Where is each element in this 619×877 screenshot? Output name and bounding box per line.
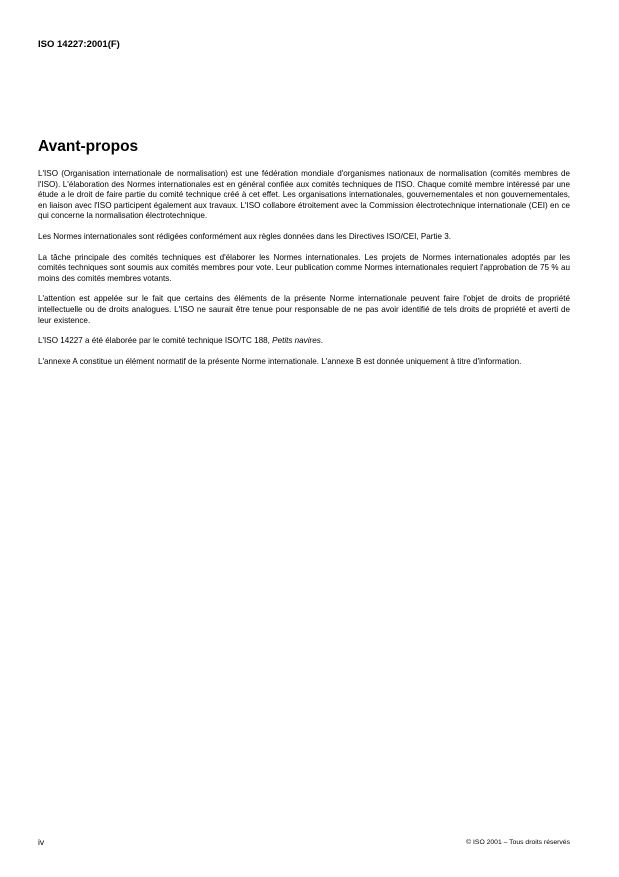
foreword-body	[38, 169, 570, 377]
paragraph-patent-rights: L'attention est appelée sur le fait que certains des éléments de la présente Norme internationale peuvent faire l'objet de droits de propriété intellectuelle ou de droits analogues. L'ISO ne saurait être tenue pour responsable de ne pas avoir identifié de tels droits de propriété et averti de leur existence.	[38, 294, 570, 325]
document-reference: ISO 14227:2001(F)	[38, 39, 120, 50]
page-number: iv	[38, 837, 45, 847]
copyright-notice: © ISO 2001 – Tous droits réservés	[466, 839, 570, 846]
paragraph-iso-organisation: L'ISO (Organisation internationale de normalisation) est une fédération mondiale d'organismes nationaux de normalisation (comités membres de l'ISO). L'élaboration des Normes internationales est en général confiée aux comités techniques de l'ISO. Chaque comité membre intéressé par une étude a le droit de faire partie du comité technique créé à cet effet. Les organisations internationales, gouvernementales et non gouvernementales, en liaison avec l'ISO participent également aux travaux. L'ISO collabore étroitement avec la Commission électrotechnique internationale (CEI) en ce qui concerne la normalisation électrotechnique.	[38, 169, 570, 221]
paragraph-technical-committees: La tâche principale des comités techniques est d'élaborer les Normes internationales. Les projets de Normes internationales adoptés par les comités techniques sont soumis aux comités membres pour vote. Leur publication comme Normes internationales requiert l'approbation de 75 % au moins des comités membres votants.	[38, 252, 570, 283]
paragraph-directives: Les Normes internationales sont rédigées conformément aux règles données dans les Directives ISO/CEI, Partie 3.	[38, 231, 451, 241]
paragraph-annexes: L'annexe A constitue un élément normatif de la présente Norme internationale. L'annexe B est donnée uniquement à titre d'information.	[38, 356, 522, 366]
section-title: Avant-propos	[38, 138, 139, 155]
paragraph-committee	[38, 336, 570, 347]
committee-prefix: L'ISO 14227 a été élaborée par le comité technique ISO/TC 188,	[38, 336, 273, 346]
committee-suffix: .	[320, 336, 324, 346]
committee-name: Petits navires	[272, 336, 321, 346]
